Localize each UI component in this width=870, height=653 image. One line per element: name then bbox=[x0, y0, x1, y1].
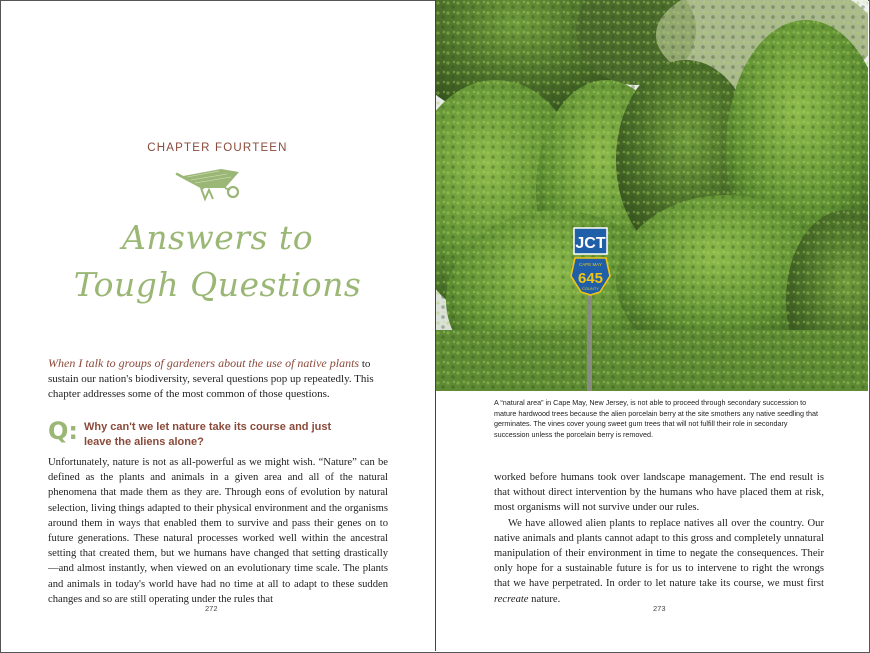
intro-paragraph bbox=[48, 356, 388, 402]
page-number-left: 272 bbox=[205, 604, 218, 613]
title-line-1: Answers to bbox=[121, 218, 314, 257]
sign-jct-text: JCT bbox=[575, 235, 606, 252]
body-text-left: Unfortunately, nature is not as all-powerful as we might wish. “Nature” can be defined as the plants and animals in a given area and all of the natural phenomena that made them as they are. Through eons of evolution by natural selection, living things adapted to their physical environment and the organisms around them in ways that enabled them to survive and pass their genes on to future generations. These natural processes worked well within the ancestral setting that created them, but we humans have changed that setting drastically—and almost instantly, when viewed on an evolutionary time scale. The plants and animals in today's world have had no time at all to adapt to these sudden changes and so are still operating under the rules that bbox=[48, 457, 388, 605]
sign-route-number: 645 bbox=[577, 270, 604, 287]
question-heading: Why can't we let nature take its course and just leave the aliens alone? bbox=[84, 421, 332, 448]
para2-end: nature. bbox=[528, 593, 561, 605]
intro-lead: When I talk to groups of gardeners about the use of native plants bbox=[48, 356, 360, 370]
photo-caption: A “natural area” in Cape May, New Jersey, is not able to proceed through secondary succession to mature hardwood trees because the alien porcelain berry at the site smothers any native seedling that germinates. The vines cover young sweet gum trees that will not fulfill their role in secondary succession unless the porcelain berry is removed. bbox=[494, 398, 819, 439]
body-text-right bbox=[494, 470, 824, 607]
page-number-right: 273 bbox=[653, 604, 666, 613]
chapter-title bbox=[0, 214, 435, 308]
title-line-2: Tough Questions bbox=[73, 265, 362, 304]
para2-emphasis: recreate bbox=[494, 593, 529, 605]
body-paragraph-2 bbox=[494, 516, 824, 607]
sign-cape-may: CAPE MAY bbox=[579, 262, 602, 267]
kudzu-photo bbox=[436, 0, 868, 391]
wheelbarrow-icon bbox=[175, 166, 247, 204]
chapter-label: CHAPTER FOURTEEN bbox=[147, 142, 288, 154]
junction-sign bbox=[574, 228, 607, 254]
para2-start: We have allowed alien plants to replace natives all over the country. Our native animals and plants cannot adapt to this gross and completely unnatural manipulation of their environment in time to negate the consequences. Their only hope for a sustainable future is for us to intervene to right the wrongs that we have perpetrated. In order to let nature take its course, we must first bbox=[494, 517, 824, 590]
body-paragraph-1: worked before humans took over landscape management. The end result is that without direct intervention by the humans who have placed them at risk, most organisms will not survive under our rules. bbox=[494, 472, 824, 514]
sign-county: COUNTY bbox=[582, 286, 599, 291]
question-marker: Q: bbox=[48, 417, 78, 445]
intro-rest: to sustain our nation's biodiversity, several questions pop up repeatedly. This chapter addresses some of the most common of those questions. bbox=[48, 358, 374, 400]
